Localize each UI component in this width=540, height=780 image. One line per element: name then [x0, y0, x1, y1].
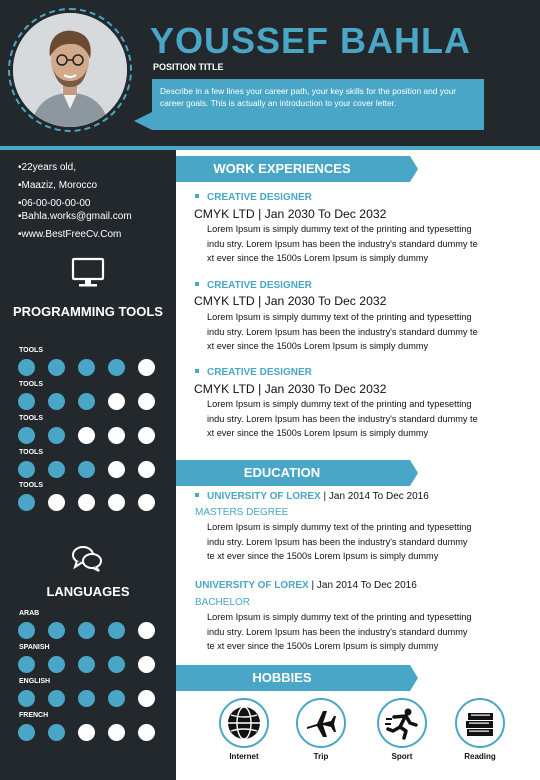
education-school: UNIVERSITY OF LOREX | Jan 2014 To Dec 2016	[195, 491, 429, 502]
hobby-reading	[445, 698, 515, 761]
bullet-icon	[195, 493, 199, 497]
hobbies-banner	[176, 665, 410, 691]
job-company: CMYK LTD | Jan 2030 To Dec 2032	[194, 294, 387, 308]
contact-email[interactable]: •Bahla.works@gmail.com	[18, 211, 132, 222]
rating-dot-empty	[138, 690, 155, 707]
contact-phone: •06-00-00-00-00	[18, 198, 91, 209]
runner-icon	[377, 698, 427, 748]
education-degree: MASTERS DEGREE	[195, 507, 289, 518]
rating-dot-empty	[108, 461, 125, 478]
tool-label: TOOLS	[19, 347, 43, 354]
job-company: CMYK LTD | Jan 2030 To Dec 2032	[194, 382, 387, 396]
tool-label: TOOLS	[19, 381, 43, 388]
rating-dot-filled	[18, 622, 35, 639]
rating-dot-empty	[138, 393, 155, 410]
rating-dot-empty	[108, 494, 125, 511]
rating-dot-empty	[108, 724, 125, 741]
rating-dot-filled	[48, 461, 65, 478]
rating-dot-filled	[48, 427, 65, 444]
bullet-icon	[195, 194, 199, 198]
header	[0, 0, 540, 150]
job-description: Lorem Ipsum is simply dummy text of the printing and typesetting indu stry. Lorem Ipsum has been the industry's standard dummy te xt ever since the 1500s Lorem Ipsum is simply dummy	[207, 312, 478, 351]
hobby-label: Internet	[229, 752, 259, 761]
education-description: Lorem Ipsum is simply dummy text of the printing and typesetting indu stry. Lorem Ipsum has been the industry's standard dummy te xt ever since the 1500s Lorem Ipsum is simply dummy	[207, 522, 472, 561]
rating-dot-empty	[78, 494, 95, 511]
rating-dot-empty	[138, 461, 155, 478]
language-label: FRENCH	[19, 712, 49, 719]
rating-dot-filled	[18, 393, 35, 410]
rating-dot-filled	[48, 393, 65, 410]
rating-dot-empty	[108, 393, 125, 410]
hobby-trip	[286, 698, 356, 761]
rating-dot-empty	[108, 427, 125, 444]
rating-dot-filled	[18, 690, 35, 707]
job-company: CMYK LTD | Jan 2030 To Dec 2032	[194, 207, 387, 221]
languages-title: LANGUAGES	[46, 584, 130, 599]
tool-label: TOOLS	[19, 449, 43, 456]
rating-dot-filled	[78, 622, 95, 639]
full-name: YOUSSEF BAHLA	[150, 20, 472, 61]
work-experiences-banner	[176, 156, 410, 182]
education-banner	[176, 460, 410, 486]
job-title: CREATIVE DESIGNER	[195, 280, 312, 291]
rating-dot-filled	[18, 724, 35, 741]
education-description: Lorem Ipsum is simply dummy text of the printing and typesetting indu stry. Lorem Ipsum has been the industry's standard dummy te xt ever since the 1500s Lorem Ipsum is simply dummy	[207, 612, 472, 651]
rating-dot-empty	[138, 656, 155, 673]
tool-label: TOOLS	[19, 415, 43, 422]
rating-dot-filled	[48, 622, 65, 639]
rating-dot-filled	[108, 690, 125, 707]
rating-dot-filled	[18, 427, 35, 444]
monitor-icon	[71, 257, 105, 294]
hobby-label: Trip	[313, 752, 329, 761]
rating-dot-empty	[48, 494, 65, 511]
rating-dot-empty	[138, 622, 155, 639]
job-description: Lorem Ipsum is simply dummy text of the printing and typesetting indu stry. Lorem Ipsum has been the industry's standard dummy te xt ever since the 1500s Lorem Ipsum is simply dummy	[207, 399, 478, 438]
books-icon	[455, 698, 505, 748]
work-experiences-title: WORK EXPERIENCES	[213, 161, 351, 176]
rating-dot-filled	[108, 622, 125, 639]
rating-dot-filled	[78, 359, 95, 376]
language-label: SPANISH	[19, 644, 50, 651]
rating-dot-empty	[78, 427, 95, 444]
job-description: Lorem Ipsum is simply dummy text of the printing and typesetting indu stry. Lorem Ipsum has been the industry's standard dummy te xt ever since the 1500s Lorem Ipsum is simply dummy	[207, 224, 478, 263]
speech-bubbles-icon	[71, 545, 103, 578]
rating-dot-filled	[48, 690, 65, 707]
contact-age: •22years old,	[18, 162, 76, 173]
intro-pointer	[134, 112, 152, 130]
contact-location: •Maaziz, Morocco	[18, 180, 98, 191]
rating-dot-filled	[78, 656, 95, 673]
rating-dot-filled	[78, 461, 95, 478]
rating-dot-empty	[78, 724, 95, 741]
rating-dot-filled	[48, 724, 65, 741]
rating-dot-filled	[18, 461, 35, 478]
rating-dot-filled	[18, 656, 35, 673]
position-title: POSITION TITLE	[153, 62, 224, 72]
language-label: ENGLISH	[19, 678, 51, 685]
rating-dot-empty	[138, 724, 155, 741]
bullet-icon	[195, 369, 199, 373]
hobby-internet	[209, 698, 279, 761]
tool-label: TOOLS	[19, 482, 43, 489]
rating-dot-empty	[138, 359, 155, 376]
intro-text: Describe in a few lines your career path, your key skills for the position and your career goals. This is actually an introduction to your cover letter.	[152, 79, 484, 130]
rating-dot-filled	[48, 656, 65, 673]
education-school: UNIVERSITY OF LOREX | Jan 2014 To Dec 2016	[195, 580, 417, 591]
globe-icon	[219, 698, 269, 748]
education-degree: BACHELOR	[195, 597, 251, 608]
hobbies-title: HOBBIES	[252, 670, 312, 685]
hobby-sport	[367, 698, 437, 761]
profile-photo	[13, 13, 127, 127]
job-title: CREATIVE DESIGNER	[195, 367, 312, 378]
hobby-label: Reading	[464, 752, 496, 761]
bullet-icon	[195, 282, 199, 286]
hobby-label: Sport	[391, 752, 413, 761]
rating-dot-filled	[18, 359, 35, 376]
language-label: ARAB	[19, 610, 40, 617]
rating-dot-filled	[78, 393, 95, 410]
rating-dot-empty	[138, 494, 155, 511]
rating-dot-filled	[78, 690, 95, 707]
programming-tools-title: PROGRAMMING TOOLS	[13, 304, 163, 319]
job-title: CREATIVE DESIGNER	[195, 192, 312, 203]
contact-website[interactable]: •www.BestFreeCv.Com	[18, 229, 122, 240]
rating-dot-filled	[108, 656, 125, 673]
education-title: EDUCATION	[243, 465, 321, 480]
rating-dot-filled	[108, 359, 125, 376]
rating-dot-filled	[48, 359, 65, 376]
rating-dot-filled	[18, 494, 35, 511]
airplane-icon	[296, 698, 346, 748]
rating-dot-empty	[138, 427, 155, 444]
